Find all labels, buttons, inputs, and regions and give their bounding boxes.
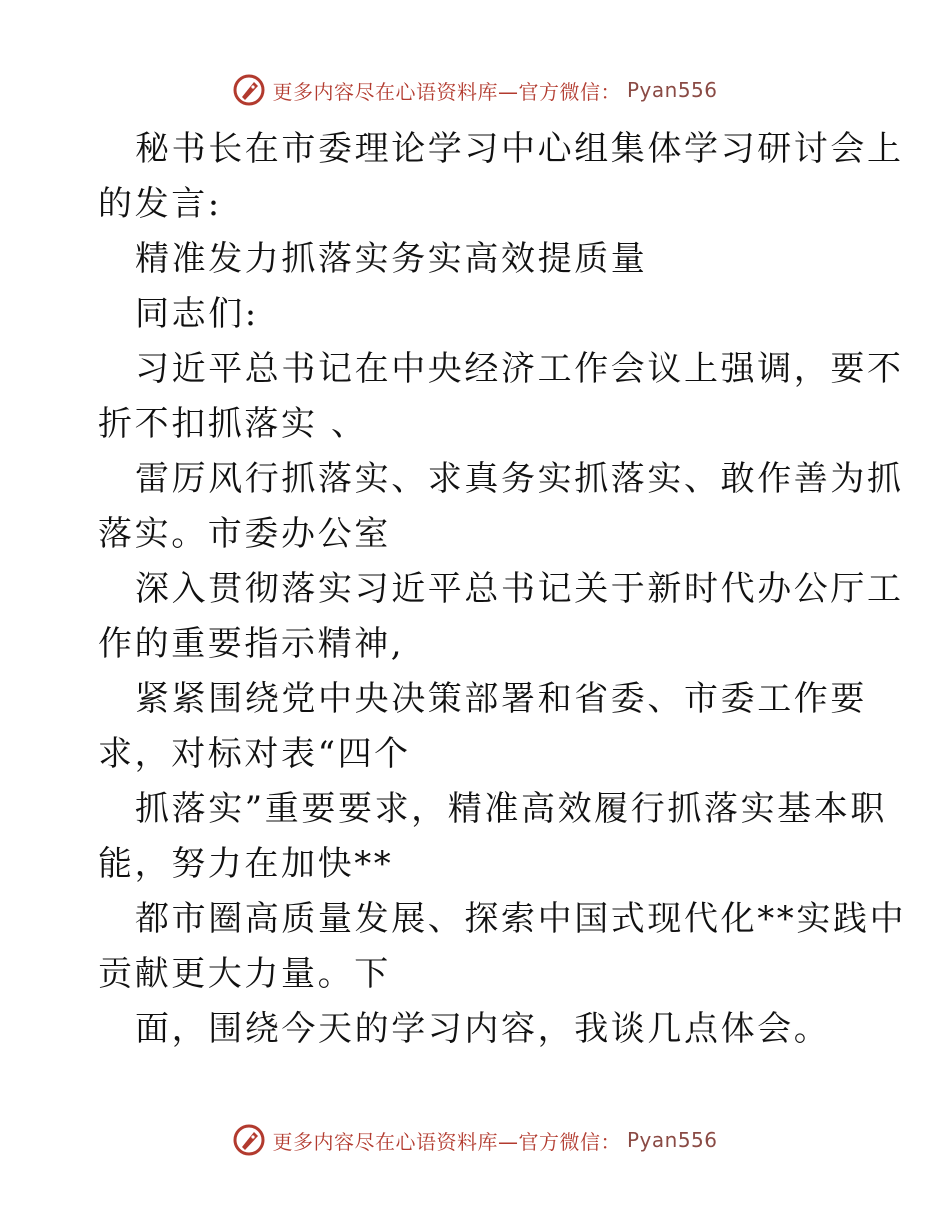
- paragraph-line: 抓落实”重要要求，精准高效履行抓落实基本职: [135, 789, 887, 829]
- header-watermark: [0, 70, 950, 110]
- watermark-text: 更多内容尽在心语资料库—官方微信：: [272, 1129, 621, 1154]
- pen-nib-logo-icon: [232, 1123, 266, 1157]
- footer-watermark: [0, 1120, 950, 1160]
- salutation: 同志们:: [135, 294, 259, 334]
- paragraph-line: 深入贯彻落实习近平总书记关于新时代办公厅工: [135, 569, 904, 609]
- paragraph-line: 雷厉风行抓落实、求真务实抓落实、敢作善为抓: [135, 459, 904, 499]
- watermark-wechat-id: Pyan556: [626, 78, 718, 102]
- paragraph-line: 作的重要指示精神,: [98, 624, 405, 664]
- document-body: [98, 122, 907, 1057]
- paragraph-line: 折不扣抓落实 、: [98, 404, 368, 444]
- title-line-1: 秘书长在市委理论学习中心组集体学习研讨会上: [135, 129, 904, 169]
- paragraph-line: 贡献更大力量。下: [98, 954, 391, 994]
- pen-nib-logo-icon: [232, 73, 266, 107]
- watermark-text: 更多内容尽在心语资料库—官方微信：: [272, 79, 621, 104]
- paragraph-line: 面，围绕今天的学习内容，我谈几点体会。: [135, 1009, 831, 1049]
- paragraph-line: 习近平总书记在中央经济工作会议上强调，要不: [135, 349, 904, 389]
- paragraph-line: 紧紧围绕党中央决策部署和省委、市委工作要: [135, 679, 867, 719]
- paragraph-line: 都市圈高质量发展、探索中国式现代化**实践中: [135, 899, 907, 939]
- paragraph-line: 落实。市委办公室: [98, 514, 391, 554]
- watermark-wechat-id: Pyan556: [626, 1128, 718, 1152]
- paragraph-line: 求，对标对表“四个: [98, 734, 411, 774]
- subtitle: 精准发力抓落实务实高效提质量: [135, 239, 648, 279]
- paragraph-line: 能，努力在加快**: [98, 844, 394, 884]
- title-line-2: 的发言:: [98, 184, 222, 224]
